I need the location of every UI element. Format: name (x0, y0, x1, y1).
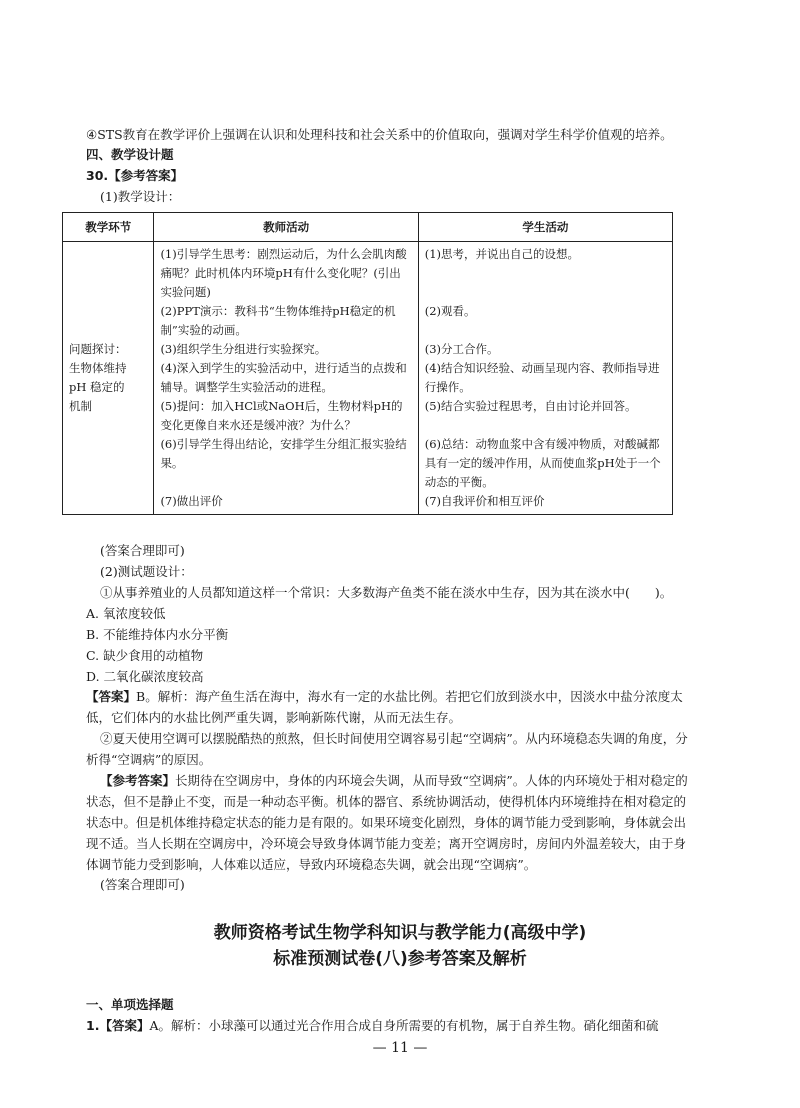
header-stage: 教学环节 (63, 213, 154, 242)
option-c: C. 缺少食用的动植物 (86, 648, 204, 663)
teacher-step: (1)引导学生思考：剧烈运动后，为什么会肌肉酸痛呢？此时机体内环境pH有什么变化呢？(引出实验问题) (160, 247, 407, 299)
header-student: 学生活动 (418, 213, 672, 242)
single-choice-heading: 一、单项选择题 (86, 997, 174, 1012)
answer-item-1-num: 1.【答案】 (86, 1018, 150, 1033)
student-step: (1)思考，并说出自己的设想。 (424, 247, 580, 261)
stage-line: pH 稳定的 (69, 380, 125, 394)
stage-line: 生物体维持 (69, 361, 127, 375)
table-row (63, 242, 673, 515)
option-b: B. 不能维持体内水分平衡 (86, 627, 229, 642)
sub-heading-design: (1)教学设计： (100, 189, 181, 204)
student-step: (6)总结：动物血浆中含有缓冲物质，对酸碱都具有一定的缓冲作用，从而使血浆pH处于一个动态的平衡。 (424, 437, 661, 489)
teacher-step: (7)做出评价 (160, 494, 223, 508)
answer-2-text: 长期待在空调房中，身体的内环境会失调，从而导致“空调病”。人体的内环境处于相对稳定的状态，但不是静止不变，而是一种动态平衡。机体的器官、系统协调活动，使得机体内环境维持在相对稳定的状态中。但是机体维持稳定状态的能力是有限的。如果环境变化剧烈，身体的调节能力受到影响，身体就会出现不适。当人长期在空调房中，冷环境会导致身体调节能力变差；离开空调房时，房间内外温差较大，由于身体调节能力受到影响，人体难以适应，导致内环境稳态失调，就会出现“空调病”。 (86, 773, 688, 872)
student-step: (2)观看。 (424, 304, 476, 318)
option-d: D. 二氧化碳浓度较高 (86, 669, 204, 684)
teacher-step: (4)深入到学生的实验活动中，进行适当的点拨和辅导。调整学生实验活动的进程。 (160, 361, 407, 394)
note-reasonable-2: (答案合理即可) (100, 877, 185, 892)
student-step: (4)结合知识经验、动画呈现内容、教师指导进行操作。 (424, 361, 660, 394)
teacher-step: (2)PPT演示：教科书“生物体维持pH稳定的机制”实验的动画。 (160, 304, 396, 337)
student-activity-cell (418, 242, 672, 515)
student-step: (7)自我评价和相互评价 (424, 494, 545, 508)
sts-item: ④STS教育在教学评价上强调在认识和处理科技和社会关系中的价值取向，强调对学生科学价值观的培养。 (86, 127, 673, 142)
student-step: (3)分工合作。 (424, 342, 499, 356)
answer-2-label: 【参考答案】 (100, 773, 176, 788)
stage-line: 问题探讨： (69, 342, 127, 356)
teacher-step: (3)组织学生分组进行实验探究。 (160, 342, 327, 356)
teaching-design-table (62, 212, 673, 515)
answer-item-1 (86, 1017, 686, 1035)
exam-subtitle: 标准预测试卷(八)参考答案及解析 (273, 949, 527, 969)
answer-1 (86, 686, 690, 728)
teacher-step: (6)引导学生得出结论，安排学生分组汇报实验结果。 (160, 437, 407, 470)
teacher-activity-cell (154, 242, 418, 515)
answer-1-label: 【答案】 (86, 689, 137, 704)
answer-item-1-text: A。解析：小球藻可以通过光合作用合成自身所需要的有机物，属于自养生物。硝化细菌和硫 (149, 1018, 659, 1033)
student-step: (5)结合实验过程思考，自由讨论并回答。 (424, 399, 637, 413)
sub-heading-test: (2)测试题设计： (100, 564, 193, 579)
note-reasonable-1: (答案合理即可) (100, 543, 185, 558)
exam-title: 教师资格考试生物学科知识与教学能力(高级中学) (213, 923, 587, 943)
test-question-1: ①从事养殖业的人员都知道这样一个常识：大多数海产鱼类不能在淡水中生存，因为其在淡水中( )。 (100, 585, 673, 600)
answer-2 (86, 770, 690, 875)
question-number: 30.【参考答案】 (86, 168, 184, 183)
option-a: A. 氧浓度较低 (86, 606, 166, 621)
section-heading: 四、教学设计题 (86, 147, 174, 162)
header-teacher: 教师活动 (154, 213, 418, 242)
stage-line: 机制 (69, 399, 92, 413)
page-number: — 11 — (372, 1040, 428, 1056)
answer-1-text: B。解析：海产鱼生活在海中，海水有一定的水盐比例。若把它们放到淡水中，因淡水中盐分浓度太低，它们体内的水盐比例严重失调，影响新陈代谢，从而无法生存。 (86, 689, 683, 725)
test-question-2: ②夏天使用空调可以摆脱酷热的煎熬，但长时间使用空调容易引起“空调病”。从内环境稳态失调的角度，分析得“空调病”的原因。 (86, 731, 688, 767)
teacher-step: (5)提问：加入HCl或NaOH后，生物材料pH的变化更像自来水还是缓冲液？为什么？ (160, 399, 403, 432)
table-header-row (63, 213, 673, 242)
stage-cell (63, 242, 154, 515)
